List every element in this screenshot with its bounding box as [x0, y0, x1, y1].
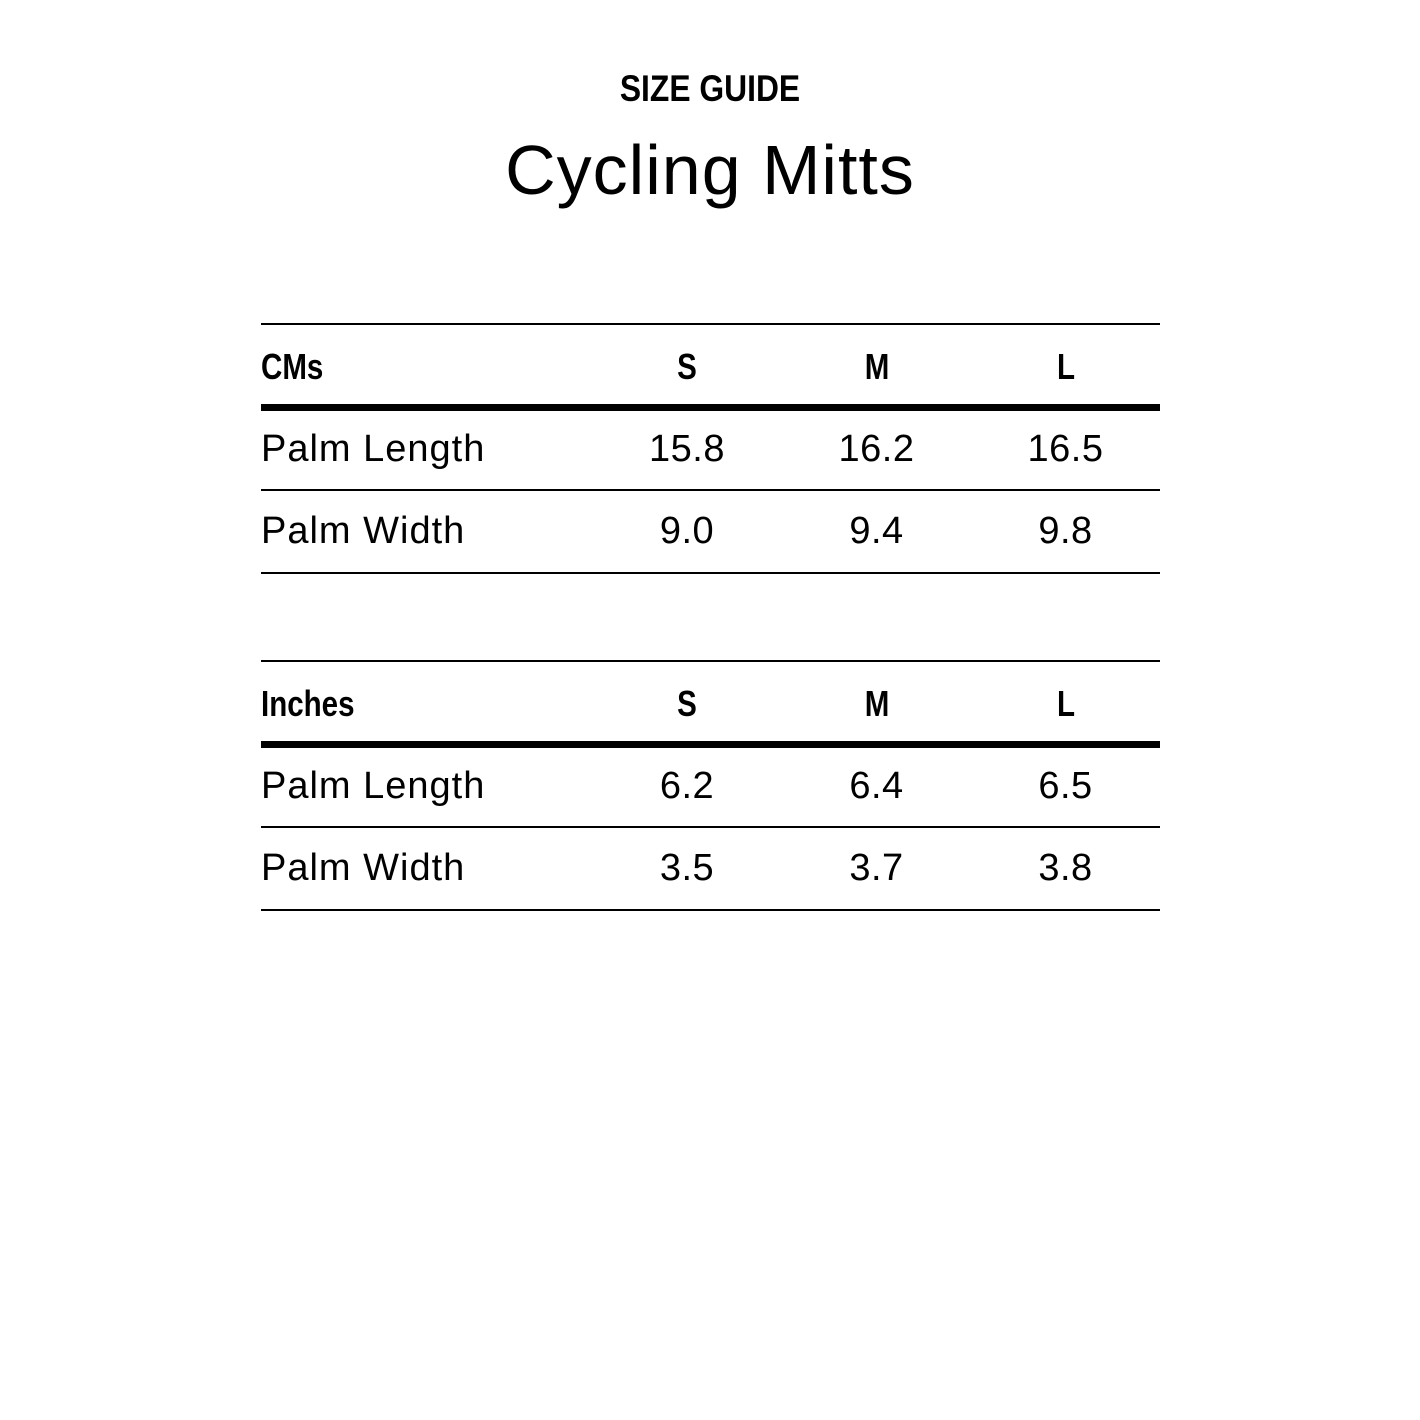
size-column-s: S — [592, 324, 782, 407]
table-cell: 3.5 — [592, 827, 782, 910]
row-label: Palm Width — [261, 827, 592, 910]
size-column-s: S — [592, 661, 782, 744]
table-cell: 16.2 — [782, 407, 971, 490]
size-column-l: L — [971, 661, 1160, 744]
table-cell: 9.4 — [782, 490, 971, 573]
table-row — [261, 827, 1160, 910]
table-cell: 9.0 — [592, 490, 782, 573]
row-label: Palm Width — [261, 490, 592, 573]
table-cell: 16.5 — [971, 407, 1160, 490]
table-cell: 3.7 — [782, 827, 971, 910]
size-column-l: L — [971, 324, 1160, 407]
table-row — [261, 490, 1160, 573]
unit-label: Inches — [261, 661, 592, 744]
size-table-inches — [261, 660, 1160, 911]
table-cell: 6.4 — [782, 744, 971, 827]
table-cell: 6.2 — [592, 744, 782, 827]
table-cell: 15.8 — [592, 407, 782, 490]
table-header-row — [261, 324, 1160, 407]
row-label: Palm Length — [261, 407, 592, 490]
table-row — [261, 744, 1160, 827]
size-column-m: M — [782, 324, 971, 407]
page-title: Cycling Mitts — [505, 131, 915, 209]
size-table-cm — [261, 323, 1160, 574]
table-row — [261, 407, 1160, 490]
table-cell: 3.8 — [971, 827, 1160, 910]
size-guide-kicker: SIZE GUIDE — [619, 68, 801, 109]
unit-label: CMs — [261, 324, 592, 407]
row-label: Palm Length — [261, 744, 592, 827]
table-cell: 6.5 — [971, 744, 1160, 827]
table-header-row — [261, 661, 1160, 744]
table-cell: 9.8 — [971, 490, 1160, 573]
size-column-m: M — [782, 661, 971, 744]
